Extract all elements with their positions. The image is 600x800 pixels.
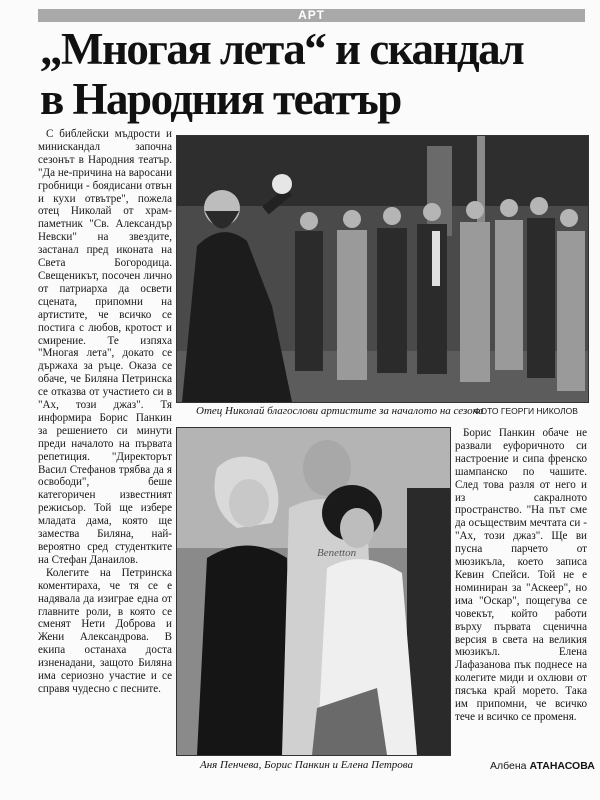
photo-actors-image bbox=[177, 428, 450, 755]
photo-caption: Отец Николай благослови артистите за началото на сезона bbox=[196, 405, 484, 417]
body-paragraph: Борис Панкин обаче не развали еуфоричното си настроение и сипа френско шампанско по чашите. След това разля от него и из сакралното пространство. "На път сме да осъществим мечтата си - "Ах, този джаз". Ще ви пусна парчето от мюзикъла, което записа Кевин Спейси. Той не е номиниран за "Аскеер", но има "Оскар", пощегува се човекът, който работи върху първата сценична версия в света на великия мюзикъл. Елена Лафазанова пък поднесе на колегите миди и охлюви от пясъка край морето. Така им припомни, че всичко тече и всичко се променя. bbox=[455, 427, 587, 723]
byline-first-name: Албена bbox=[490, 760, 527, 772]
photo-credit: ФОТО ГЕОРГИ НИКОЛОВ bbox=[474, 406, 578, 416]
photo-caption: Аня Пенчева, Борис Панкин и Елена Петрова bbox=[200, 759, 413, 771]
headline bbox=[40, 24, 590, 124]
photo-priest-blessing-image bbox=[177, 136, 588, 402]
shirt-print: Benetton bbox=[317, 547, 357, 559]
section-bar bbox=[38, 9, 585, 22]
byline bbox=[490, 760, 595, 772]
headline-line-1: „Многая лета“ и скандал bbox=[40, 24, 524, 74]
body-paragraph: С библейски мъдрости и минискандал започна сезонът в Народния театър. "Да не-причина на варосани гробници - боядисани отвън и кухи отвътре", пожела отец Николай от храм-паметник "Св. Александър Невски" на звездите, застанал пред иконата на Света Богородица. Свещеникът, посочен лично от патриарха да освети сцената, припомни на артистите, че всичко се постига с любов, кротост и смирение. Те изпяха "Многая лета", докато се държаха за ръце. Оказа се обаче, че Биляна Петринска се отказва от участието си в "Ах, този джаз". Тя информира Борис Панкин за решението си минути преди началото на първата репетиция. "Директорът Васил Стефанов трябва да я освободи", беше категоричен известният режисьор. Той ще избере младата дама, която ще замества Биляна, най-вероятно сред студентките на Стефан Данаилов. bbox=[38, 128, 172, 566]
byline-last-name: АТАНАСОВА bbox=[529, 760, 595, 772]
photo-actors bbox=[176, 427, 451, 756]
body-paragraph: Колегите на Петринска коментираха, че тя се е надявала да изиграе една от главните роли, в която се сменят Нети Доброва и Жени Александрова. В екипа останаха доста изненадани, защото Биляна има сериозно участие и се справя чудесно с песните. bbox=[38, 566, 172, 695]
article-column-right bbox=[455, 427, 587, 757]
section-label: АРТ bbox=[298, 8, 325, 22]
headline-line-2: в Народния театър bbox=[40, 74, 401, 124]
article-column-left bbox=[38, 128, 172, 778]
photo-priest-blessing bbox=[176, 135, 589, 403]
